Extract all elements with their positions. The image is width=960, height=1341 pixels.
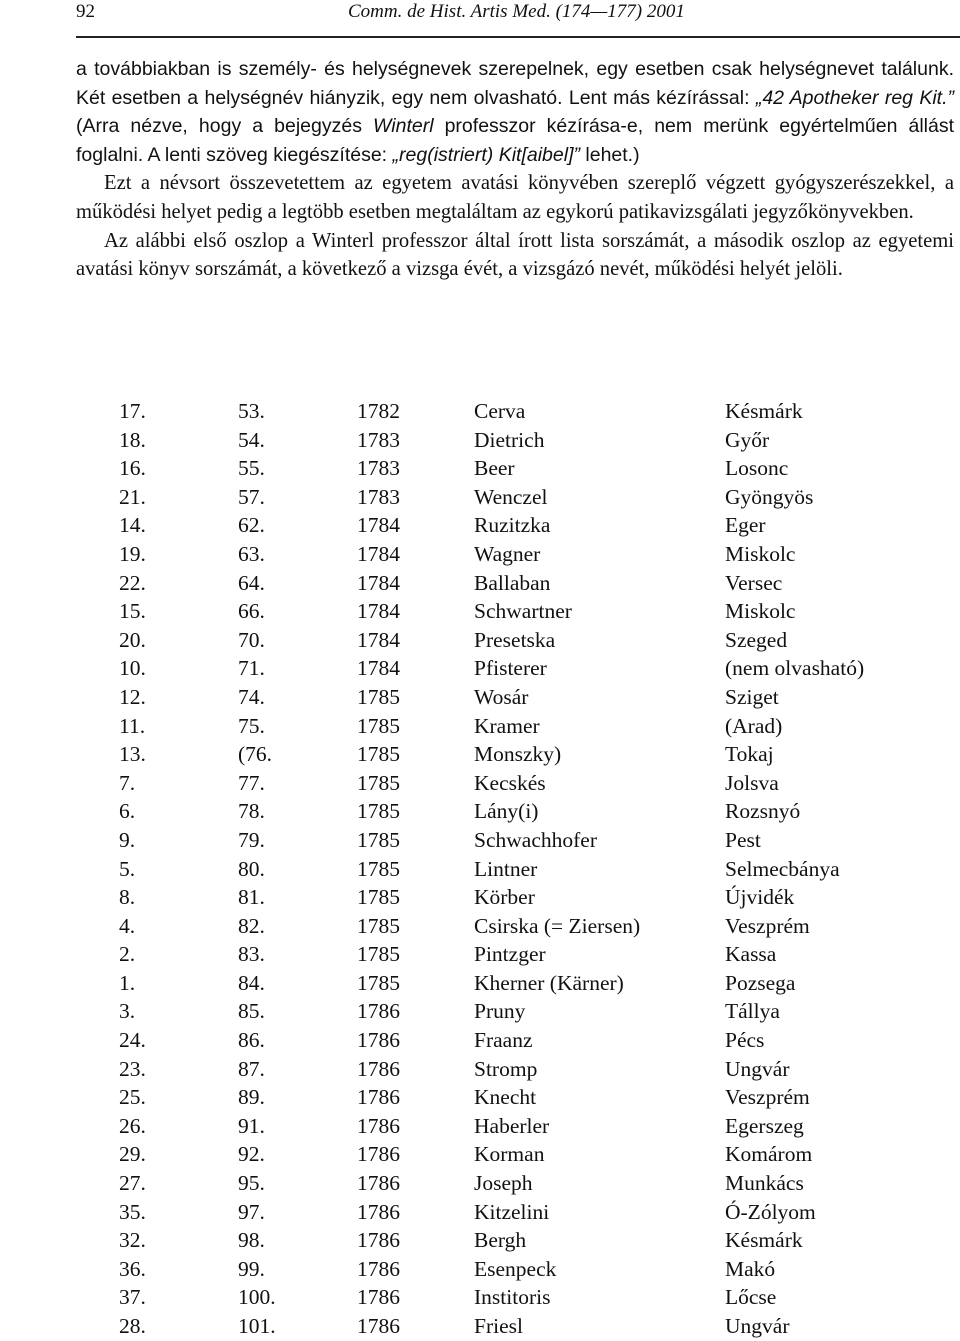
journal-citation: Comm. de Hist. Artis Med. (174—177) 2001 xyxy=(348,1,685,22)
exam-year: 1784 xyxy=(357,627,400,652)
winterl-list-number: 20. xyxy=(119,627,146,652)
doctorate-book-number: 95. xyxy=(238,1171,265,1196)
doctorate-book-number: 101. xyxy=(238,1314,276,1338)
list-row xyxy=(0,1312,960,1341)
pharmacist-list xyxy=(0,397,960,1341)
winterl-list-number: 32. xyxy=(119,1228,146,1253)
winterl-list-number: 17. xyxy=(119,399,146,423)
list-row xyxy=(0,1055,960,1084)
doctorate-book-number: 92. xyxy=(238,1142,265,1167)
winterl-list-number: 25. xyxy=(119,1085,146,1110)
list-row xyxy=(0,826,960,855)
practice-place: Miskolc xyxy=(725,541,796,566)
doctorate-book-number: 62. xyxy=(238,513,265,538)
candidate-name: Pfisterer xyxy=(474,656,547,681)
body-text xyxy=(76,55,954,284)
winterl-list-number: 6. xyxy=(119,799,136,824)
candidate-name: Kecskés xyxy=(474,770,546,795)
doctorate-book-number: 55. xyxy=(238,456,265,481)
doctorate-book-number: 91. xyxy=(238,1113,265,1138)
practice-place: Tokaj xyxy=(725,742,774,767)
winterl-list-number: 4. xyxy=(119,913,136,938)
practice-place: (nem olvasható) xyxy=(725,656,865,681)
doctorate-book-number: 98. xyxy=(238,1228,265,1253)
candidate-name: Schwartner xyxy=(474,599,572,624)
winterl-list-number: 24. xyxy=(119,1028,146,1053)
candidate-name: Pintzger xyxy=(474,942,546,967)
exam-year: 1786 xyxy=(357,1228,400,1253)
exam-year: 1785 xyxy=(357,913,400,938)
exam-year: 1786 xyxy=(357,1113,400,1138)
practice-place: Pest xyxy=(725,827,761,852)
practice-place: Makó xyxy=(725,1256,776,1281)
list-row xyxy=(0,540,960,569)
winterl-list-number: 8. xyxy=(119,885,136,910)
list-row xyxy=(0,740,960,769)
doctorate-book-number: 89. xyxy=(238,1085,265,1110)
winterl-list-number: 3. xyxy=(119,999,136,1024)
doctorate-book-number: 80. xyxy=(238,856,265,881)
list-row xyxy=(0,626,960,655)
practice-place: Versec xyxy=(725,570,783,595)
candidate-name: Korman xyxy=(474,1142,545,1167)
exam-year: 1785 xyxy=(357,742,400,767)
list-row xyxy=(0,426,960,455)
winterl-list-number: 29. xyxy=(119,1142,146,1167)
list-row xyxy=(0,969,960,998)
winterl-list-number: 19. xyxy=(119,541,146,566)
practice-place: Tállya xyxy=(725,999,780,1024)
exam-year: 1786 xyxy=(357,1199,400,1224)
practice-place: Ó-Zólyom xyxy=(725,1199,816,1224)
list-row xyxy=(0,1226,960,1255)
list-row xyxy=(0,855,960,884)
list-row xyxy=(0,1198,960,1227)
candidate-name: Ruzitzka xyxy=(474,513,551,538)
candidate-name: Cerva xyxy=(474,399,526,423)
list-row xyxy=(0,1169,960,1198)
exam-year: 1784 xyxy=(357,656,400,681)
practice-place: Kassa xyxy=(725,942,777,967)
doctorate-book-number: 75. xyxy=(238,713,265,738)
winterl-list-number: 1. xyxy=(119,970,136,995)
exam-year: 1786 xyxy=(357,1142,400,1167)
winterl-list-number: 27. xyxy=(119,1171,146,1196)
practice-place: Győr xyxy=(725,427,770,452)
exam-year: 1784 xyxy=(357,599,400,624)
doctorate-book-number: 100. xyxy=(238,1285,276,1310)
list-row xyxy=(0,1283,960,1312)
list-row xyxy=(0,997,960,1026)
list-row xyxy=(0,940,960,969)
winterl-list-number: 37. xyxy=(119,1285,146,1310)
winterl-list-number: 12. xyxy=(119,684,146,709)
practice-place: Rozsnyó xyxy=(725,799,801,824)
candidate-name: Fraanz xyxy=(474,1028,533,1053)
candidate-name: Körber xyxy=(474,885,535,910)
candidate-name: Dietrich xyxy=(474,427,545,452)
page-number: 92 xyxy=(76,1,95,22)
list-row xyxy=(0,454,960,483)
list-row xyxy=(0,1255,960,1284)
doctorate-book-number: 57. xyxy=(238,484,265,509)
practice-place: Pozsega xyxy=(725,970,796,995)
list-row xyxy=(0,397,960,426)
candidate-name: Stromp xyxy=(474,1056,538,1081)
practice-place: Gyöngyös xyxy=(725,484,814,509)
doctorate-book-number: 74. xyxy=(238,684,265,709)
winterl-list-number: 35. xyxy=(119,1199,146,1224)
candidate-name: Beer xyxy=(474,456,515,481)
candidate-name: Schwachhofer xyxy=(474,827,597,852)
winterl-list-number: 22. xyxy=(119,570,146,595)
doctorate-book-number: 87. xyxy=(238,1056,265,1081)
winterl-list-number: 11. xyxy=(119,713,146,738)
candidate-name: Wagner xyxy=(474,541,541,566)
exam-year: 1785 xyxy=(357,942,400,967)
winterl-list-number: 5. xyxy=(119,856,136,881)
practice-place: Miskolc xyxy=(725,599,796,624)
candidate-name: Kherner (Kärner) xyxy=(474,970,624,995)
candidate-name: Bergh xyxy=(474,1228,527,1253)
candidate-name: Pruny xyxy=(474,999,526,1024)
paragraph-1-text-c: professzor kézírása-e, nem merünk egyértelműen állást foglalni. A lenti szöveg kiegészítése: xyxy=(76,115,955,166)
practice-place: Jolsva xyxy=(725,770,779,795)
list-row xyxy=(0,712,960,741)
doctorate-book-number: 63. xyxy=(238,541,265,566)
doctorate-book-number: 77. xyxy=(238,770,265,795)
winterl-list-number: 14. xyxy=(119,513,146,538)
practice-place: Egerszeg xyxy=(725,1113,804,1138)
practice-place: Szeged xyxy=(725,627,788,652)
exam-year: 1785 xyxy=(357,885,400,910)
doctorate-book-number: 81. xyxy=(238,885,265,910)
exam-year: 1783 xyxy=(357,456,400,481)
winterl-list-number: 23. xyxy=(119,1056,146,1081)
exam-year: 1786 xyxy=(357,1171,400,1196)
running-header xyxy=(76,0,960,38)
candidate-name: Monszky) xyxy=(474,742,562,767)
list-row xyxy=(0,1140,960,1169)
list-row xyxy=(0,912,960,941)
exam-year: 1784 xyxy=(357,513,400,538)
exam-year: 1785 xyxy=(357,770,400,795)
doctorate-book-number: 54. xyxy=(238,427,265,452)
exam-year: 1784 xyxy=(357,541,400,566)
doctorate-book-number: 71. xyxy=(238,656,265,681)
doctorate-book-number: 53. xyxy=(238,399,265,423)
doctorate-book-number: 78. xyxy=(238,799,265,824)
winterl-list-number: 15. xyxy=(119,599,146,624)
paragraph-1-text-b: (Arra nézve, hogy a bejegyzés xyxy=(76,115,374,138)
practice-place: Sziget xyxy=(725,684,779,709)
doctorate-book-number: 97. xyxy=(238,1199,265,1224)
candidate-name: Lány(i) xyxy=(474,799,539,824)
practice-place: Újvidék xyxy=(725,885,795,910)
paragraph-3: Az alábbi első oszlop a Winterl professzor által írott lista sorszámát, a második oszlop az egyetemi avatási könyv sorszámát, a következő a vizsga évét, a vizsgázó nevét, működési helyét jelöli. xyxy=(76,229,954,281)
winterl-list-number: 16. xyxy=(119,456,146,481)
practice-place: Munkács xyxy=(725,1171,804,1196)
exam-year: 1785 xyxy=(357,799,400,824)
winterl-list-number: 28. xyxy=(119,1314,146,1338)
exam-year: 1785 xyxy=(357,684,400,709)
doctorate-book-number: 86. xyxy=(238,1028,265,1053)
candidate-name: Friesl xyxy=(474,1314,523,1338)
doctorate-book-number: 79. xyxy=(238,827,265,852)
winterl-list-number: 13. xyxy=(119,742,146,767)
practice-place: Lőcse xyxy=(725,1285,777,1310)
practice-place: Pécs xyxy=(725,1028,765,1053)
exam-year: 1784 xyxy=(357,570,400,595)
exam-year: 1783 xyxy=(357,484,400,509)
candidate-name: Haberler xyxy=(474,1113,550,1138)
list-row xyxy=(0,1083,960,1112)
winterl-list-number: 7. xyxy=(119,770,136,795)
candidate-name: Kramer xyxy=(474,713,540,738)
winterl-list-number: 9. xyxy=(119,827,136,852)
paragraph-1-text-d: lehet.) xyxy=(579,143,640,166)
candidate-name: Csirska (= Ziersen) xyxy=(474,913,641,938)
list-row xyxy=(0,569,960,598)
list-row xyxy=(0,654,960,683)
practice-place: Késmárk xyxy=(725,399,803,423)
practice-place: Komárom xyxy=(725,1142,813,1167)
winterl-list-number: 36. xyxy=(119,1256,146,1281)
candidate-name: Kitzelini xyxy=(474,1199,550,1224)
practice-place: Ungvár xyxy=(725,1056,790,1081)
practice-place: Eger xyxy=(725,513,766,538)
practice-place: Losonc xyxy=(725,456,789,481)
practice-place: (Arad) xyxy=(725,713,783,738)
candidate-name: Institoris xyxy=(474,1285,551,1310)
winterl-list-number: 26. xyxy=(119,1113,146,1138)
exam-year: 1786 xyxy=(357,1256,400,1281)
exam-year: 1782 xyxy=(357,399,400,423)
list-row xyxy=(0,1112,960,1141)
exam-year: 1785 xyxy=(357,827,400,852)
winterl-list-number: 10. xyxy=(119,656,146,681)
paragraph-1-completion: „reg(istriert) Kit[aibel]” xyxy=(392,143,580,166)
winterl-list-number: 2. xyxy=(119,942,136,967)
doctorate-book-number: 84. xyxy=(238,970,265,995)
doctorate-book-number: 70. xyxy=(238,627,265,652)
paragraph-1-name: Winterl xyxy=(373,115,434,138)
candidate-name: Lintner xyxy=(474,856,538,881)
practice-place: Selmecbánya xyxy=(725,856,840,881)
paragraph-1 xyxy=(76,55,954,169)
list-row xyxy=(0,683,960,712)
practice-place: Késmárk xyxy=(725,1228,803,1253)
exam-year: 1786 xyxy=(357,1028,400,1053)
candidate-name: Wenczel xyxy=(474,484,548,509)
list-row xyxy=(0,883,960,912)
doctorate-book-number: 82. xyxy=(238,913,265,938)
winterl-list-number: 18. xyxy=(119,427,146,452)
exam-year: 1786 xyxy=(357,1085,400,1110)
doctorate-book-number: 85. xyxy=(238,999,265,1024)
exam-year: 1785 xyxy=(357,970,400,995)
practice-place: Veszprém xyxy=(725,913,810,938)
winterl-list-number: 21. xyxy=(119,484,146,509)
doctorate-book-number: 99. xyxy=(238,1256,265,1281)
practice-place: Ungvár xyxy=(725,1314,790,1338)
paragraph-2: Ezt a névsort összevetettem az egyetem avatási könyvében szereplő végzett gyógyszerészekkel, a működési helyet pedig a legtöbb esetben megtaláltam az egykorú patikavizsgálati jegyzőkönyvekben. xyxy=(76,172,954,223)
list-row xyxy=(0,797,960,826)
exam-year: 1786 xyxy=(357,1314,400,1338)
candidate-name: Knecht xyxy=(474,1085,537,1110)
candidate-name: Ballaban xyxy=(474,570,551,595)
candidate-name: Esenpeck xyxy=(474,1256,557,1281)
exam-year: 1785 xyxy=(357,713,400,738)
candidate-name: Joseph xyxy=(474,1171,533,1196)
exam-year: 1786 xyxy=(357,1285,400,1310)
list-row xyxy=(0,483,960,512)
doctorate-book-number: 64. xyxy=(238,570,265,595)
list-row xyxy=(0,597,960,626)
list-row xyxy=(0,511,960,540)
practice-place: Veszprém xyxy=(725,1085,810,1110)
list-row xyxy=(0,1026,960,1055)
paragraph-1-quote: „42 Apotheker reg Kit.” xyxy=(755,86,954,109)
candidate-name: Presetska xyxy=(474,627,556,652)
candidate-name: Wosár xyxy=(474,684,529,709)
exam-year: 1786 xyxy=(357,1056,400,1081)
exam-year: 1786 xyxy=(357,999,400,1024)
doctorate-book-number: 66. xyxy=(238,599,265,624)
doctorate-book-number: (76. xyxy=(238,742,273,767)
list-row xyxy=(0,769,960,798)
paragraph-1-text-a: a továbbiakban is személy- és helységnevek szerepelnek, egy esetben csak helységnevet találunk. Két esetben a helységnév hiányzik, egy nem olvasható. Lent más kézírással: xyxy=(76,58,954,109)
exam-year: 1783 xyxy=(357,427,400,452)
exam-year: 1785 xyxy=(357,856,400,881)
doctorate-book-number: 83. xyxy=(238,942,265,967)
